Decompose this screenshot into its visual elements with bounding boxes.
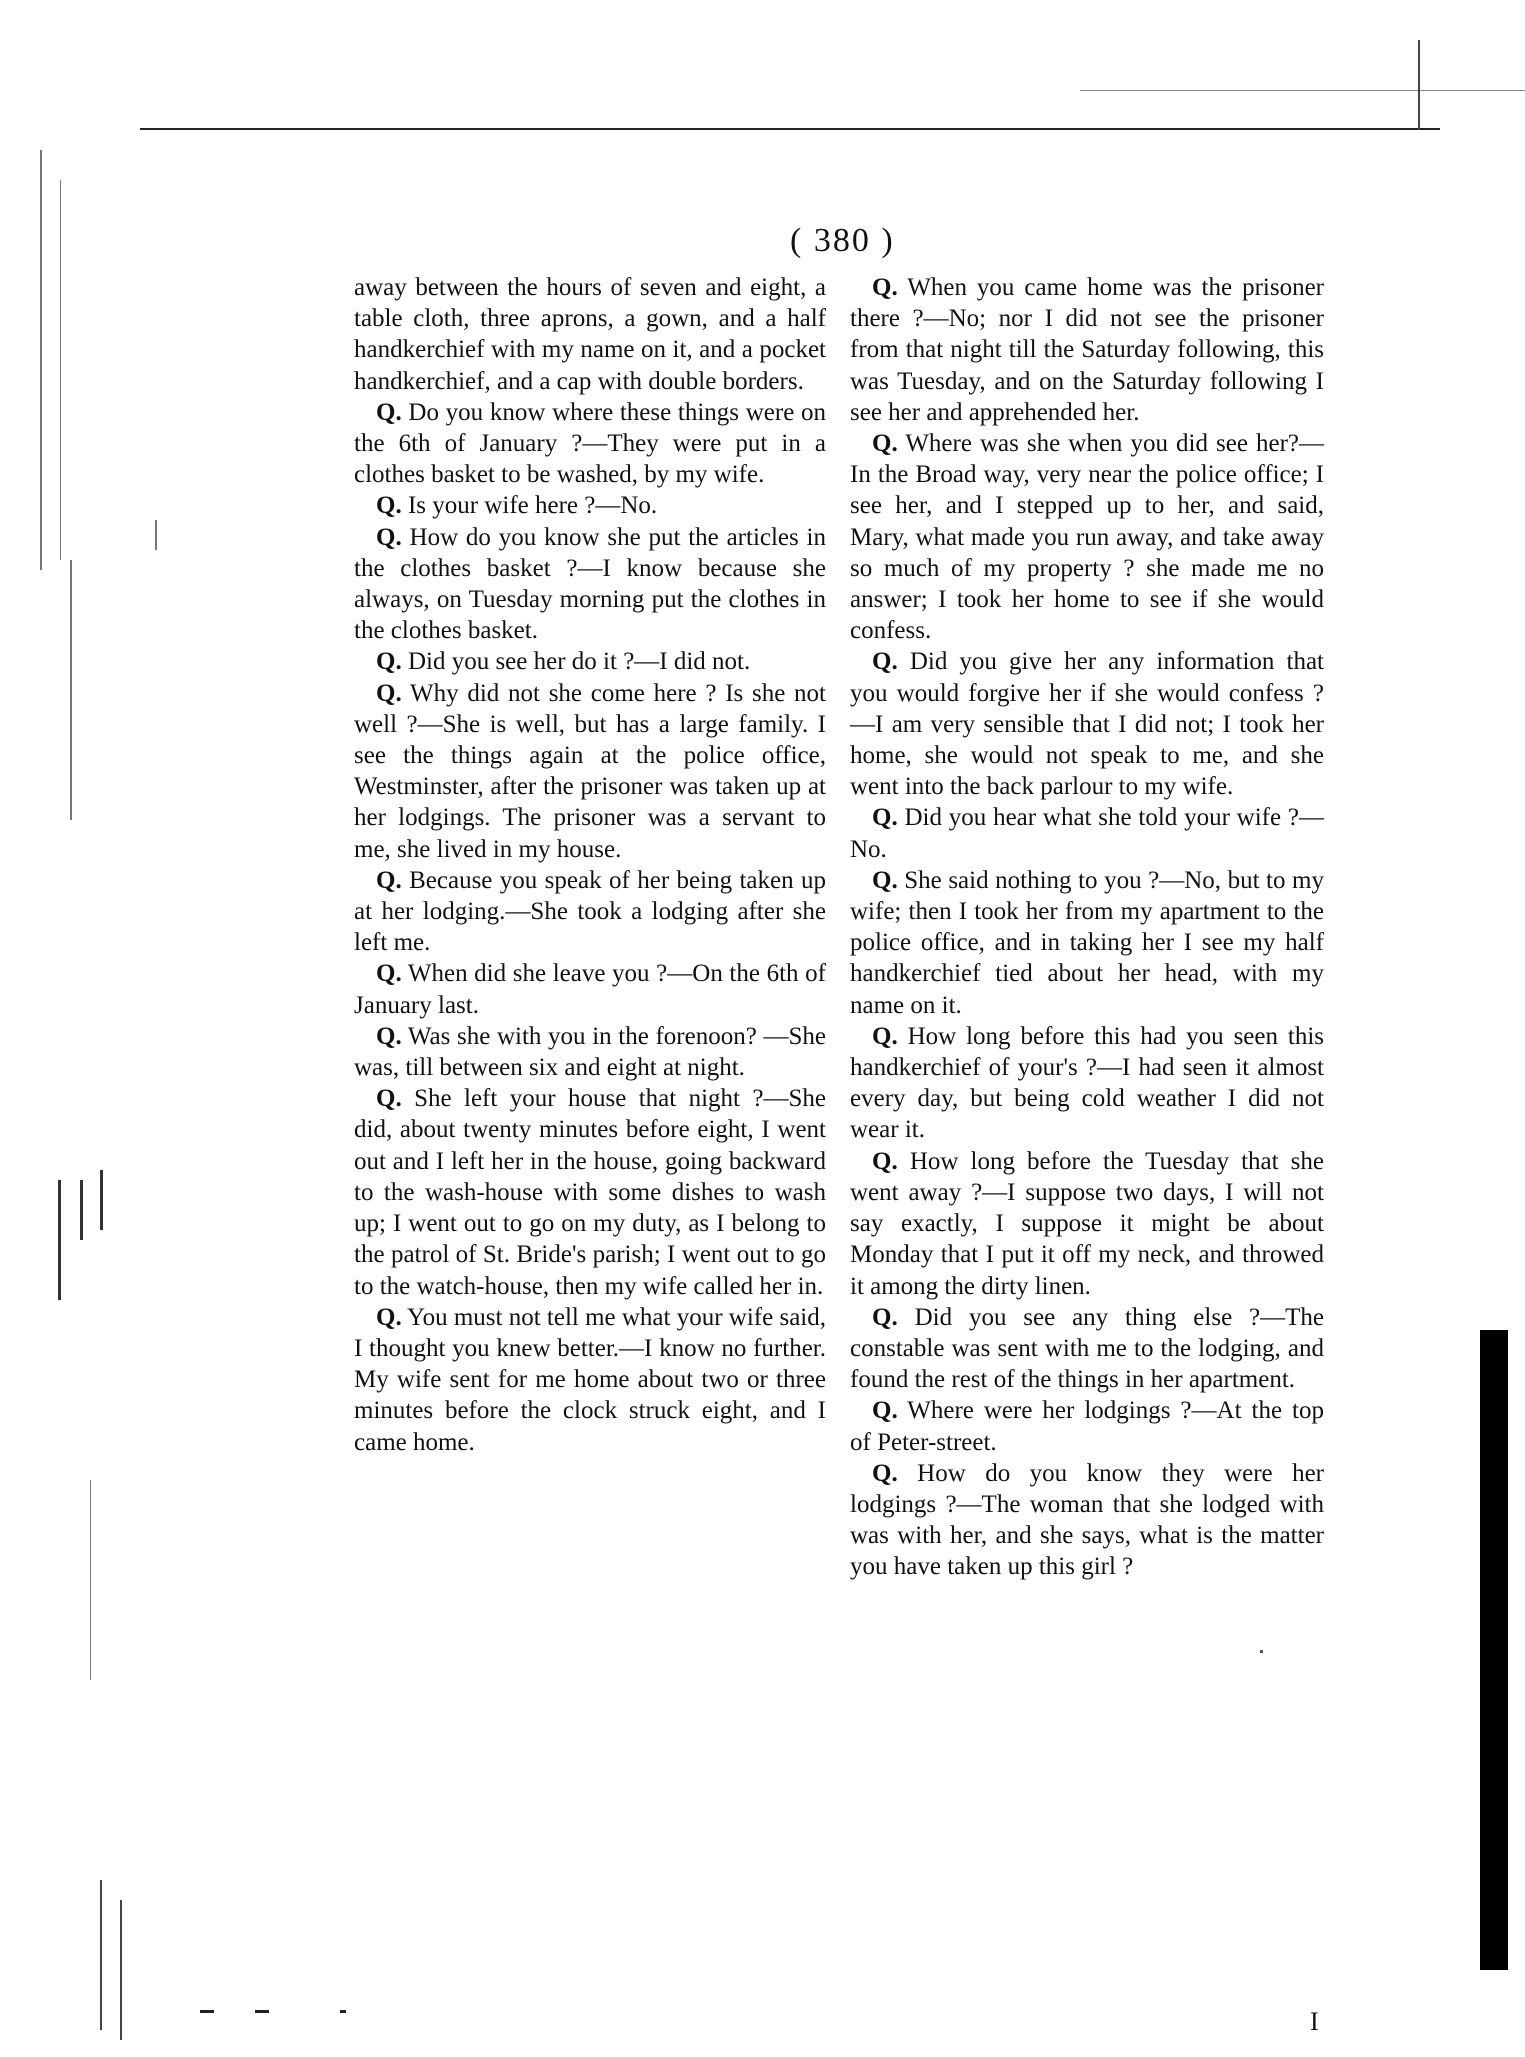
paragraph: away between the hours of seven and eight, a table cloth, three aprons, a gown, and a half handkerchief with my name on it, and a pocket handkerchief, and a cap with double borders. (354, 274, 826, 395)
footer-marks (200, 2010, 360, 2016)
paragraph: Q. Why did not she come here ? Is she not well ?—She is well, but has a large family. I see the things again at the police office, Westminster, after the prisoner was taken up at her lodgings. The prisoner was a servant to me, she lived in my house. (354, 679, 826, 863)
paragraph: Q. Because you speak of her being taken up at her lodging.—She took a lodging after she left me. (354, 866, 827, 957)
top-rule (140, 128, 1440, 130)
scan-edge-bar (1480, 1330, 1508, 1970)
binding-gutter (0, 0, 145, 2057)
paragraph: Q. Did you give her any information that you would forgive her if she would confess ?—I am very sensible that I did not; I took her home, she would not speak to me, and she went into the back parlour to my wife. (850, 648, 1325, 801)
paragraph: Q. She left your house that night ?—She did, about twenty minutes before eight, I went out and I left her in the house, going backward to the wash-house with some dishes to wash up; I went out to go on my duty, as I belong to the patrol of St. Bride's parish; I went out to go to the watch-house, then my wife called her in. (354, 1085, 826, 1300)
paragraph: Q. Did you see any thing else ?—The constable was sent with me to the lodging, and found the rest of the things in her apartment. (850, 1303, 1325, 1394)
paragraph: Q. How long before the Tuesday that she went away ?—I suppose two days, I will not say exactly, I suppose it might be about Monday that I put it off my neck, and throwed it among the dirty linen. (850, 1147, 1325, 1300)
top-rule-faint (1080, 90, 1525, 91)
paragraph: Q. Did you hear what she told your wife ?—No. (850, 804, 1324, 863)
paragraph: Q. Do you know where these things were on the 6th of January ?—They were put in a clothes basket to be washed, by my wife. (354, 398, 826, 489)
paragraph: Q. Did you see her do it ?—I did not. (376, 648, 751, 676)
paragraph: Q. How do you know she put the articles in the clothes basket ?—I know because she always, on Tuesday morning put the clothes in the clothes basket. (354, 523, 827, 645)
ink-spot (1260, 1650, 1263, 1653)
paragraph: Q. Was she with you in the forenoon? —She was, till between six and eight at night. (354, 1022, 826, 1082)
paragraph: Q. She said nothing to you ?—No, but to my wife; then I took her from my apartment to the police office, and in taking her I see my half handkerchief tied about her head, with my name on it. (850, 866, 1325, 1019)
paragraph: Q. Where was she when you did see her?—In the Broad way, very near the police office; I see her, and I stepped up to her, and said, Mary, what made you run away, and take away so much of my property ? she made me no answer; I took her home to see if she would confess. (850, 430, 1324, 645)
left-column (354, 272, 826, 1458)
paragraph: Q. You must not tell me what your wife said, I thought you knew better.—I know no further. My wife sent for me home about two or three minutes before the clock struck eight, and I came home. (354, 1303, 826, 1456)
paragraph: Q. How do you know they were her lodgings ?—The woman that she lodged with was with her, and she says, what is the matter you have taken up this girl ? (850, 1459, 1325, 1581)
page-number: ( 380 ) (790, 222, 895, 259)
paragraph: Q. Where were her lodgings ?—At the top of Peter-street. (850, 1397, 1324, 1456)
paragraph: Q. When did she leave you ?—On the 6th of January last. (354, 960, 826, 1019)
paragraph: Q. When you came home was the prisoner there ?—No; nor I did not see the prisoner from that night till the Saturday following, this was Tuesday, and on the Saturday following I see her and apprehended her. (850, 274, 1324, 426)
paragraph: Q. How long before this had you seen this handkerchief of your's ?—I had seen it almost every day, but being cold weather I did not wear it. (850, 1022, 1325, 1144)
right-column (850, 272, 1324, 1583)
catchword: I (1310, 2007, 1319, 2036)
paragraph: Q. Is your wife here ?—No. (376, 492, 658, 520)
corner-tick (1418, 40, 1420, 130)
